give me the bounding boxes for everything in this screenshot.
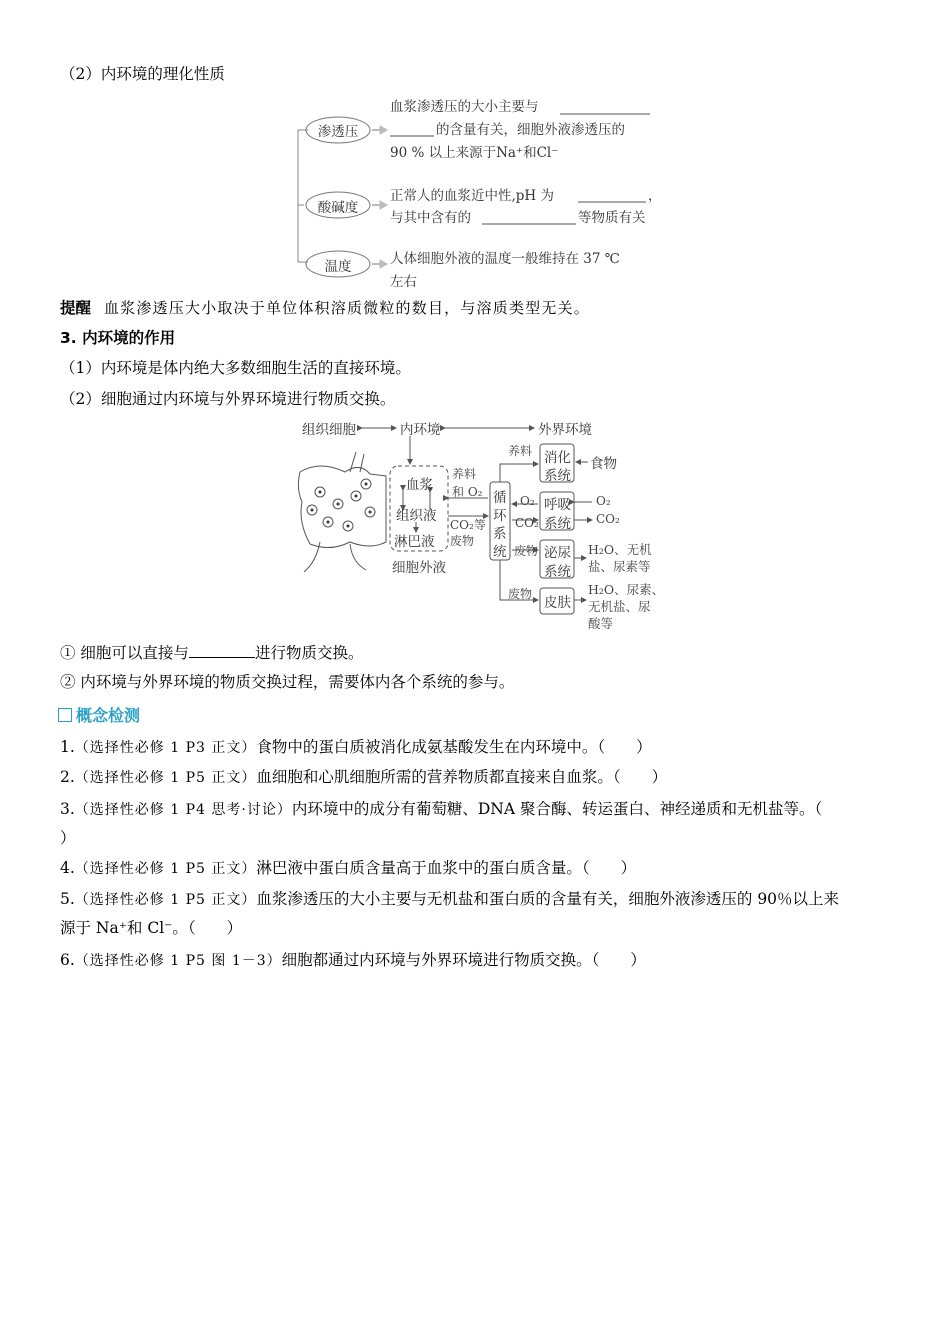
label-waste-2: 废物	[508, 587, 533, 601]
label-skin-out-1: H₂O、尿素、	[588, 582, 665, 597]
osm-line1: 血浆渗透压的大小主要与	[390, 99, 539, 115]
label-skin-out-2: 无机盐、尿	[588, 599, 651, 614]
item-text: 血细胞和心肌细胞所需的营养物质都直接来自血浆。（ ）	[256, 768, 668, 786]
item-text: 内环境中的成分有葡萄糖、DNA 聚合酶、转运蛋白、神经递质和无机盐等。（	[291, 800, 823, 818]
item-src: （选择性必修 1 P3 正文）	[74, 740, 257, 756]
label-resp-2: 系统	[544, 516, 571, 532]
label-internal-env: 内环境	[400, 422, 441, 438]
concept-check-title: 概念检测	[76, 706, 141, 725]
item-text: 血浆渗透压的大小主要与无机盐和蛋白质的含量有关，细胞外液渗透压的 90％以上来	[256, 890, 840, 908]
label-o2-in: O₂	[520, 494, 535, 508]
label-waste-1: 废物	[514, 544, 539, 558]
check-item-5-cont: 源于 Na⁺和 Cl⁻。（ ）	[60, 919, 243, 937]
label-digestive-2: 系统	[544, 468, 571, 484]
note-1-blank	[189, 643, 255, 658]
item-num: 4.	[60, 859, 75, 877]
label-urinary-out-1: H₂O、无机	[588, 542, 652, 557]
label-co2-out: CO₂	[596, 512, 620, 526]
label-urinary-2: 系统	[544, 564, 571, 580]
note-1-a: ① 细胞可以直接与	[60, 644, 189, 662]
ph-label: 酸碱度	[317, 200, 359, 216]
item-src: （选择性必修 1 P5 正文）	[74, 770, 257, 786]
label-circ-2: 环	[493, 508, 507, 524]
ph-line1b: ，	[648, 188, 662, 204]
item-num: 1.	[60, 738, 75, 756]
label-ecf: 细胞外液	[392, 560, 446, 576]
ph-line2a: 与其中含有的	[390, 210, 471, 226]
label-food: 食物	[590, 456, 617, 472]
tip	[60, 298, 590, 318]
label-resp-1: 呼吸	[544, 497, 571, 513]
label-skin: 皮肤	[544, 595, 571, 611]
item-text: 细胞都通过内环境与外界环境进行物质交换。（ ）	[281, 951, 646, 969]
item-num: 6.	[60, 951, 75, 969]
temp-label: 温度	[324, 259, 352, 275]
label-circ-1: 循	[493, 490, 507, 506]
section-3-heading: 3. 内环境的作用	[60, 329, 176, 347]
label-o2-out: O₂	[596, 494, 611, 508]
osm-line3: 90 % 以上来源于Na⁺和Cl⁻	[390, 145, 559, 161]
label-tissue-fluid: 组织液	[396, 508, 437, 524]
concept-check-heading	[58, 705, 140, 727]
osm-label: 渗透压	[317, 124, 359, 140]
label-co2-waste-1: CO₂等	[450, 518, 486, 532]
section-3-p2: （2）细胞通过内环境与外界环境进行物质交换。	[60, 390, 396, 408]
osm-line2: 的含量有关，细胞外液渗透压的	[436, 122, 625, 138]
label-co2-waste-2: 废物	[450, 534, 475, 548]
check-item-2	[60, 767, 667, 788]
label-urinary-out-2: 盐、尿素等	[588, 559, 651, 574]
label-plasma: 血浆	[406, 477, 433, 493]
check-item-6	[60, 950, 646, 971]
label-lymph: 淋巴液	[394, 534, 435, 550]
temp-line1: 人体细胞外液的温度一般维持在 37 ℃	[390, 251, 620, 267]
section-2-heading: （2）内环境的理化性质	[60, 65, 225, 83]
label-circ-3: 系	[493, 526, 507, 542]
item-num: 3.	[60, 800, 75, 818]
label-circ-4: 统	[493, 544, 507, 560]
tip-text: 血浆渗透压大小取决于单位体积溶质微粒的数目，与溶质类型无关。	[103, 299, 590, 317]
label-nutrients: 养料	[508, 444, 533, 458]
label-external-env: 外界环境	[538, 422, 592, 438]
note-2: ② 内环境与外界环境的物质交换过程，需要体内各个系统的参与。	[60, 673, 515, 691]
item-src: （选择性必修 1 P5 图 1－3）	[74, 953, 282, 969]
item-num: 2.	[60, 768, 75, 786]
item-src: （选择性必修 1 P4 思考·讨论）	[74, 802, 292, 818]
item-src: （选择性必修 1 P5 正文）	[74, 892, 257, 908]
check-item-3-cont: ）	[60, 829, 76, 847]
label-digestive-1: 消化	[544, 450, 571, 466]
label-nutrients-o2-1: 养料	[452, 467, 477, 481]
item-src: （选择性必修 1 P5 正文）	[74, 861, 257, 877]
note-1-b: 进行物质交换。	[254, 644, 364, 662]
label-skin-out-3: 酸等	[588, 616, 614, 631]
note-1	[60, 643, 363, 663]
checkbox-icon	[58, 708, 72, 722]
tip-label: 提醒	[60, 299, 92, 317]
label-tissue-cell: 组织细胞	[302, 422, 356, 438]
check-item-3	[60, 799, 822, 820]
ph-line2b: 等物质有关	[578, 210, 646, 226]
item-num: 5.	[60, 890, 75, 908]
label-urinary-1: 泌尿	[544, 545, 571, 561]
section-3-p1: （1）内环境是体内绝大多数细胞生活的直接环境。	[60, 359, 411, 377]
temp-line2: 左右	[390, 274, 417, 290]
ph-line1a: 正常人的血浆近中性,pH 为	[390, 188, 554, 204]
label-co2-in: CO₂	[515, 516, 539, 530]
item-text: 食物中的蛋白质被消化成氨基酸发生在内环境中。（ ）	[256, 738, 652, 756]
check-item-4	[60, 858, 636, 879]
item-text: 淋巴液中蛋白质含量高于血浆中的蛋白质含量。（ ）	[256, 859, 637, 877]
label-nutrients-o2-2: 和 O₂	[452, 485, 483, 499]
check-item-1	[60, 737, 652, 758]
check-item-5	[60, 889, 839, 910]
